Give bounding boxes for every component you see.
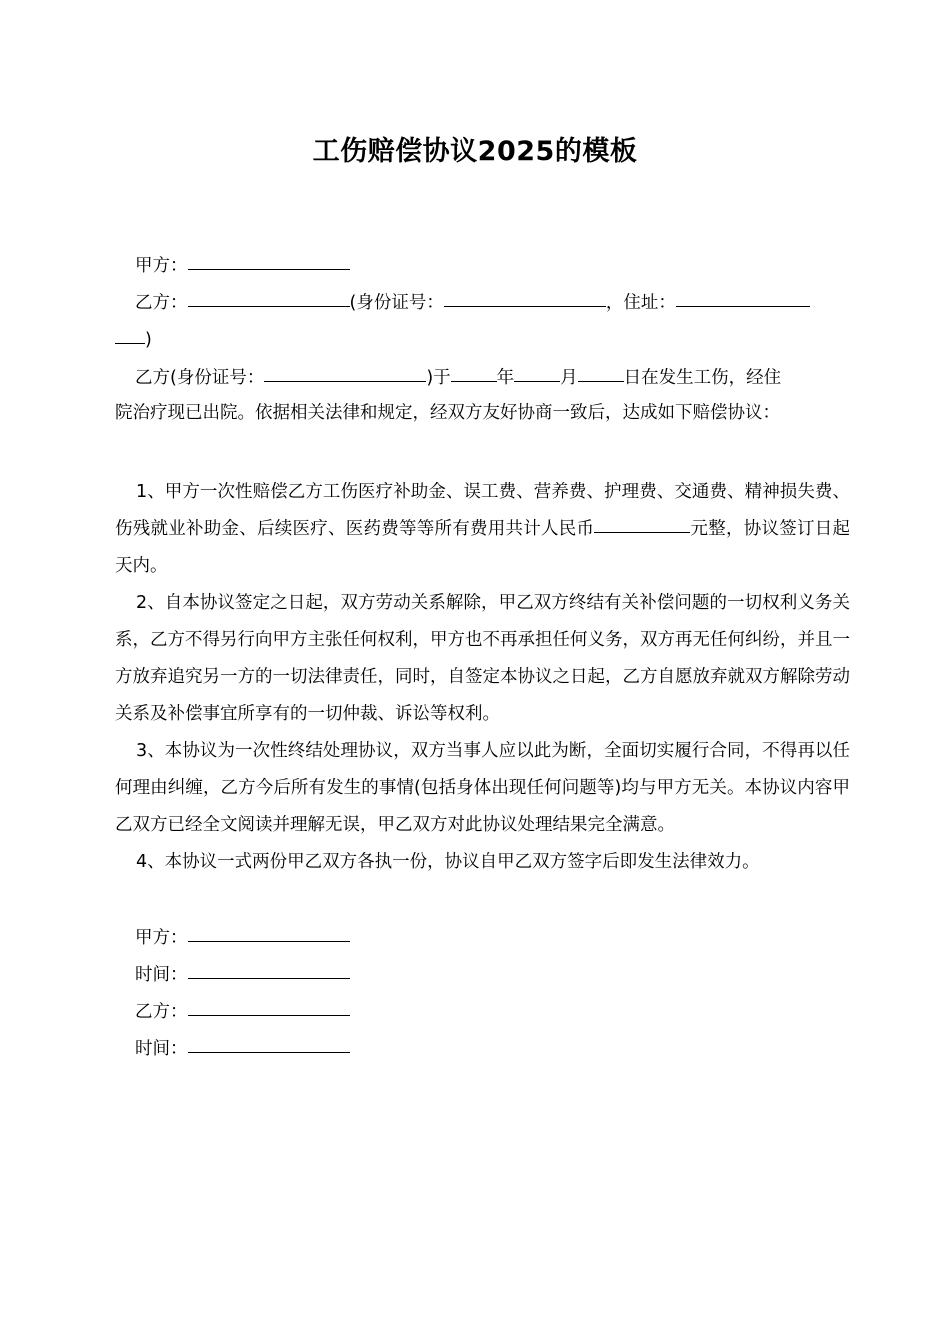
signature-party-b-blank[interactable] <box>188 995 350 1016</box>
address-blank[interactable] <box>676 286 810 307</box>
intro-id-label: 乙方(身份证号： <box>135 368 265 388</box>
intro-yu: )于 <box>426 368 451 388</box>
year-label: 年 <box>496 368 515 388</box>
party-b-field <box>135 287 810 317</box>
intro-line-2: 院治疗现已出院。依据相关法律和规定，经双方友好协商一致后，达成如下赔偿协议： <box>115 403 780 423</box>
party-a-blank[interactable] <box>188 249 350 270</box>
month-label: 月 <box>560 368 578 388</box>
signature-time-a-label: 时间： <box>135 965 188 985</box>
clause-2: 2、自本协议签定之日起，双方劳动关系解除，甲乙双方终结有关补偿问题的一切权利义务关系，乙方不得另行向甲方主张任何权利，甲方也不再承担任何义务，双方再无任何纠纷，并且一方放弃追究另一方的一切法律责任，同时，自签定本协议之日起，乙方自愿放弃就双方解除劳动关系及补偿事宜所享有的一切仲裁、诉讼等权利。 <box>115 593 850 724</box>
clause-1 <box>115 474 850 585</box>
clause-3: 3、本协议为一次性终结处理协议，双方当事人应以此为断，全面切实履行合同，不得再以任何理由纠缠，乙方今后所有发生的事情(包括身体出现任何问题等)均与甲方无关。本协议内容甲乙双方已经全文阅读并理解无误，甲乙双方对此协议处理结果完全满意。 <box>115 741 850 835</box>
id-label: (身份证号： <box>349 293 444 313</box>
signature-party-a-label: 甲方： <box>135 928 188 948</box>
signature-party-a-blank[interactable] <box>188 921 350 942</box>
year-blank[interactable] <box>451 361 497 382</box>
clause-1-text: 1、甲方一次性赔偿乙方工伤医疗补助金、误工费、营养费、护理费、交通费、精神损失费、伤残就业补助金、后续医疗、医药费等等所有费用共计人民币 <box>115 482 850 539</box>
party-b-label: 乙方： <box>135 293 188 313</box>
amount-blank[interactable] <box>594 512 690 533</box>
signature-party-b <box>135 996 350 1026</box>
signature-party-b-label: 乙方： <box>135 1002 188 1022</box>
party-a-label: 甲方： <box>135 256 188 276</box>
clause-1-tail: 元整，协议签订日起天内。 <box>115 519 850 576</box>
signature-party-a <box>135 922 350 952</box>
intro-day-text: 日在发生工伤，经住 <box>623 368 782 388</box>
day-blank[interactable] <box>578 361 624 382</box>
signature-time-a <box>135 959 350 989</box>
document-title: 工伤赔偿协议2025的模板 <box>312 136 638 167</box>
signature-time-b-blank[interactable] <box>188 1032 350 1053</box>
clause-4: 4、本协议一式两份甲乙双方各执一份，协议自甲乙双方签字后即发生法律效力。 <box>136 852 760 872</box>
month-blank[interactable] <box>514 361 560 382</box>
signature-time-b <box>135 1033 350 1063</box>
signature-time-a-blank[interactable] <box>188 958 350 979</box>
address-label: ，住址： <box>605 293 676 313</box>
address-blank-continued[interactable] <box>115 323 145 344</box>
address-continuation <box>115 324 152 354</box>
party-b-id-blank[interactable] <box>444 286 606 307</box>
signature-time-b-label: 时间： <box>135 1039 188 1059</box>
intro-id-blank[interactable] <box>264 361 426 382</box>
clauses-block <box>115 474 850 881</box>
party-a-field <box>135 250 350 280</box>
party-b-blank[interactable] <box>188 286 350 307</box>
close-paren: ) <box>145 330 152 350</box>
intro-line-1 <box>135 362 781 392</box>
